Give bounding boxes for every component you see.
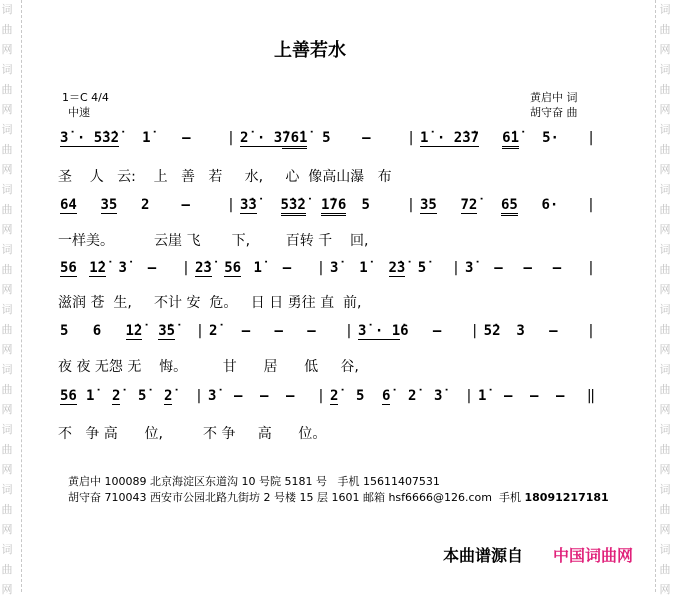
beat — [60, 388, 86, 409]
lyricist: 黄启中 词 — [530, 91, 578, 104]
note-group: 1̇ · 2̇ — [420, 130, 463, 146]
beat — [359, 260, 388, 280]
note-group: 5 — [60, 323, 69, 339]
note-group: — — [234, 388, 243, 404]
barline: | — [195, 323, 205, 339]
note-group: 72̇ — [460, 197, 478, 213]
margin-line-left — [21, 0, 22, 592]
watermark-text: 词 曲 网 — [1, 63, 13, 116]
beat — [462, 130, 502, 151]
note-group: 2̇ — [112, 388, 121, 404]
beat — [60, 260, 89, 281]
watermark-text: 词 曲 网 — [1, 483, 13, 536]
note-group: 5̇2 — [483, 323, 501, 339]
beat — [208, 388, 234, 408]
beat — [182, 130, 222, 150]
beat — [240, 197, 281, 218]
beat — [389, 260, 418, 281]
note-group: — — [241, 323, 251, 339]
beat — [86, 388, 112, 408]
note-group: 1̇ — [253, 260, 262, 276]
watermark-text: 词 曲 网 — [1, 3, 13, 56]
beat — [142, 130, 182, 150]
watermark-text: 词 曲 网 — [659, 303, 671, 356]
beat — [418, 260, 447, 280]
watermark-text: 词 曲 网 — [1, 543, 13, 596]
contact-composer-text: 胡守奋 710043 西安市公园北路九街坊 2 号楼 15 层 1601 邮箱 hsf6666@126.com 手机 — [68, 491, 525, 504]
watermark-text: 词 曲 网 — [659, 123, 671, 176]
barline: ‖ — [586, 388, 596, 404]
note-group: — — [494, 260, 503, 276]
barline: | — [406, 130, 416, 146]
watermark-text: 词 曲 网 — [1, 303, 13, 356]
barline: | — [586, 323, 596, 339]
beat — [502, 130, 542, 153]
note-group: — — [260, 388, 269, 404]
beat — [362, 197, 403, 217]
note-group: 6 — [92, 323, 102, 339]
note-group: — — [307, 323, 316, 339]
note-group: 35 — [100, 197, 118, 213]
note-group: — — [147, 260, 157, 276]
beat — [148, 260, 177, 280]
barline: | — [194, 388, 204, 404]
watermark-text: 词 曲 网 — [1, 243, 13, 296]
note-group: — — [182, 130, 191, 146]
note-group: 56 — [60, 260, 77, 276]
composer-phone: 18091217181 — [524, 491, 609, 504]
watermark-text: 词 曲 网 — [659, 3, 671, 56]
note-group: — — [552, 260, 562, 276]
note-group: — — [274, 323, 283, 339]
tempo: 中速 — [68, 106, 90, 119]
beat — [408, 388, 434, 408]
watermark-text: 词 曲 网 — [659, 243, 671, 296]
note-group: — — [504, 388, 513, 404]
beat — [553, 260, 582, 280]
margin-line-right — [655, 0, 656, 592]
note-group: 2̇3̇ — [388, 260, 406, 276]
note-group: — — [523, 260, 532, 276]
note-group: 3̇3̇ — [240, 197, 257, 213]
beat — [556, 388, 582, 408]
contact-composer — [68, 490, 609, 506]
beat — [141, 197, 182, 217]
beat — [195, 260, 224, 281]
beat — [283, 260, 312, 280]
beat — [382, 388, 408, 409]
note-group: — — [286, 388, 295, 404]
notation-line — [60, 260, 600, 281]
beat — [542, 197, 583, 217]
beat — [321, 197, 362, 220]
barline: | — [586, 130, 596, 146]
watermark-text: 词 曲 网 — [1, 423, 13, 476]
note-group: 5 — [322, 130, 331, 146]
barline: | — [181, 260, 191, 276]
note-group: 2̇ — [408, 388, 417, 404]
beat — [362, 130, 402, 150]
barline: | — [316, 388, 326, 404]
note-group: 2̇3̇ — [195, 260, 212, 276]
note-group: — — [432, 323, 442, 339]
note-group: 2̇ — [164, 388, 173, 404]
beat — [89, 260, 118, 281]
note-group: 3̇2̇ — [102, 130, 120, 146]
beat — [242, 323, 275, 343]
beat — [420, 130, 462, 151]
beat — [420, 197, 461, 218]
beat — [93, 323, 126, 343]
note-group: — — [181, 197, 190, 213]
barline: | — [316, 260, 326, 276]
watermark-text: 词 曲 网 — [1, 183, 13, 236]
watermark-text: 词 曲 网 — [659, 543, 671, 596]
beat — [465, 260, 494, 280]
note-group: 3̇ · 1̇ — [358, 323, 401, 339]
beat — [240, 130, 282, 151]
barline: | — [226, 130, 236, 146]
note-group: 6 — [400, 323, 409, 339]
beat — [158, 323, 191, 344]
beat — [433, 323, 466, 343]
note-group: 1̇ — [86, 388, 95, 404]
lyrics-line: 一样美。 云崖 飞 下, 百转 千 回, — [58, 233, 369, 249]
beat — [286, 388, 312, 408]
note-group: — — [282, 260, 292, 276]
beat — [516, 323, 549, 343]
beat — [461, 197, 502, 218]
barline: | — [586, 260, 596, 276]
beat — [60, 197, 101, 218]
beat — [478, 388, 504, 408]
contact-lyricist: 黄启中 100089 北京海淀区东道沟 10 号院 5181 号 手机 15611407531 — [68, 475, 440, 488]
beat — [60, 323, 93, 343]
note-group: 3̇ — [465, 260, 474, 276]
beat — [282, 130, 322, 153]
note-group: 3̇ · 5̇ — [60, 130, 103, 146]
note-group: 1̇ — [478, 388, 487, 404]
beat — [501, 197, 542, 220]
barline: | — [586, 197, 596, 213]
beat — [182, 197, 223, 217]
notation-line — [60, 388, 600, 409]
beat — [330, 260, 359, 280]
notation-line — [60, 130, 600, 153]
note-group: 35 — [420, 197, 437, 213]
note-group: 64 — [60, 197, 77, 213]
beat — [60, 130, 102, 151]
note-group: 76̇1̇ — [282, 130, 307, 149]
watermark-text: 词 曲 网 — [659, 363, 671, 416]
note-group: 1̇ — [359, 260, 368, 276]
note-group: — — [549, 323, 558, 339]
beat — [494, 260, 523, 280]
note-group: 3̇7 — [462, 130, 480, 146]
note-group: 3 — [516, 323, 525, 339]
notation-line — [60, 323, 600, 344]
beat — [275, 323, 308, 343]
beat — [119, 260, 148, 280]
note-group: 3̇5̇ — [158, 323, 176, 339]
beat — [542, 130, 582, 150]
beat — [234, 388, 260, 408]
note-group: 1̇76 — [321, 197, 346, 216]
key-signature: 1＝C 4/4 — [62, 91, 109, 104]
source-label: 本曲谱源自 — [443, 546, 524, 565]
beat — [224, 260, 253, 281]
song-title: 上善若水 — [274, 40, 346, 61]
note-group: — — [556, 388, 565, 404]
beat — [356, 388, 382, 408]
beat — [260, 388, 286, 408]
lyrics-line: 圣 人 云: 上 善 若 水, 心 像高山瀑 布 — [58, 169, 392, 185]
note-group: 2̇ — [330, 388, 339, 404]
note-group: 1̇ — [142, 130, 151, 146]
watermark-text: 词 曲 网 — [659, 483, 671, 536]
beat — [434, 388, 460, 408]
beat — [530, 388, 556, 408]
barline: | — [406, 197, 416, 213]
lyrics-line: 不 争 高 位, 不 争 高 位。 — [58, 426, 327, 442]
lyrics-line: 滋润 苍 生, 不计 安 危。 日 日 勇往 直 前, — [58, 295, 362, 311]
beat — [524, 260, 553, 280]
note-group: 65 — [501, 197, 518, 216]
note-group: 6̇1̇ — [502, 130, 519, 149]
beat — [307, 323, 340, 343]
beat — [484, 323, 517, 343]
watermark-text: 词 曲 网 — [1, 363, 13, 416]
site-name-link[interactable]: 中国词曲网 — [553, 546, 634, 565]
note-group: — — [530, 388, 539, 404]
barline: | — [451, 260, 461, 276]
notation-line — [60, 197, 600, 220]
beat — [504, 388, 530, 408]
note-group: 5̇3̇2̇ — [281, 197, 306, 216]
note-group: 1̇2̇ — [89, 260, 107, 276]
lyrics-line: 夜 夜 无怨 无 悔。 甘 居 低 谷, — [58, 359, 359, 375]
note-group: 5̇ — [417, 260, 427, 276]
beat — [254, 260, 283, 280]
beat — [549, 323, 582, 343]
barline: | — [464, 388, 474, 404]
barline: | — [226, 197, 236, 213]
barline: | — [344, 323, 354, 339]
beat — [358, 323, 400, 344]
note-group: 3̇ — [434, 388, 443, 404]
note-group: 2 — [141, 197, 150, 213]
beat — [164, 388, 190, 409]
note-group: 3̇ — [208, 388, 217, 404]
beat — [281, 197, 322, 220]
beat — [330, 388, 356, 409]
note-group: 6· — [541, 197, 559, 213]
barline: | — [470, 323, 479, 339]
composer: 胡守奋 曲 — [530, 106, 578, 119]
watermark-text: 词 曲 网 — [659, 183, 671, 236]
beat — [102, 130, 142, 151]
note-group: 5· — [542, 130, 559, 146]
beat — [101, 197, 142, 218]
watermark-text: 词 曲 网 — [659, 63, 671, 116]
note-group: 56 — [60, 388, 77, 404]
beat — [322, 130, 362, 150]
beat — [112, 388, 138, 409]
note-group: 5̇ — [138, 388, 147, 404]
note-group: 3̇ — [118, 260, 127, 276]
note-group: 5 — [356, 388, 365, 404]
note-group: 5 — [361, 197, 370, 213]
note-group: 2̇ — [209, 323, 218, 339]
note-group: — — [362, 130, 371, 146]
beat — [209, 323, 242, 343]
note-group: 3̇ — [330, 260, 339, 276]
note-group: 1̇2̇ — [125, 323, 143, 339]
note-group: 2̇ · 3̇ — [240, 130, 283, 146]
beat — [138, 388, 164, 408]
watermark-text: 词 曲 网 — [1, 123, 13, 176]
beat — [400, 323, 433, 343]
watermark-text: 词 曲 网 — [659, 423, 671, 476]
note-group: 6̇ — [382, 388, 391, 404]
beat — [126, 323, 159, 344]
note-group: 56 — [224, 260, 242, 276]
